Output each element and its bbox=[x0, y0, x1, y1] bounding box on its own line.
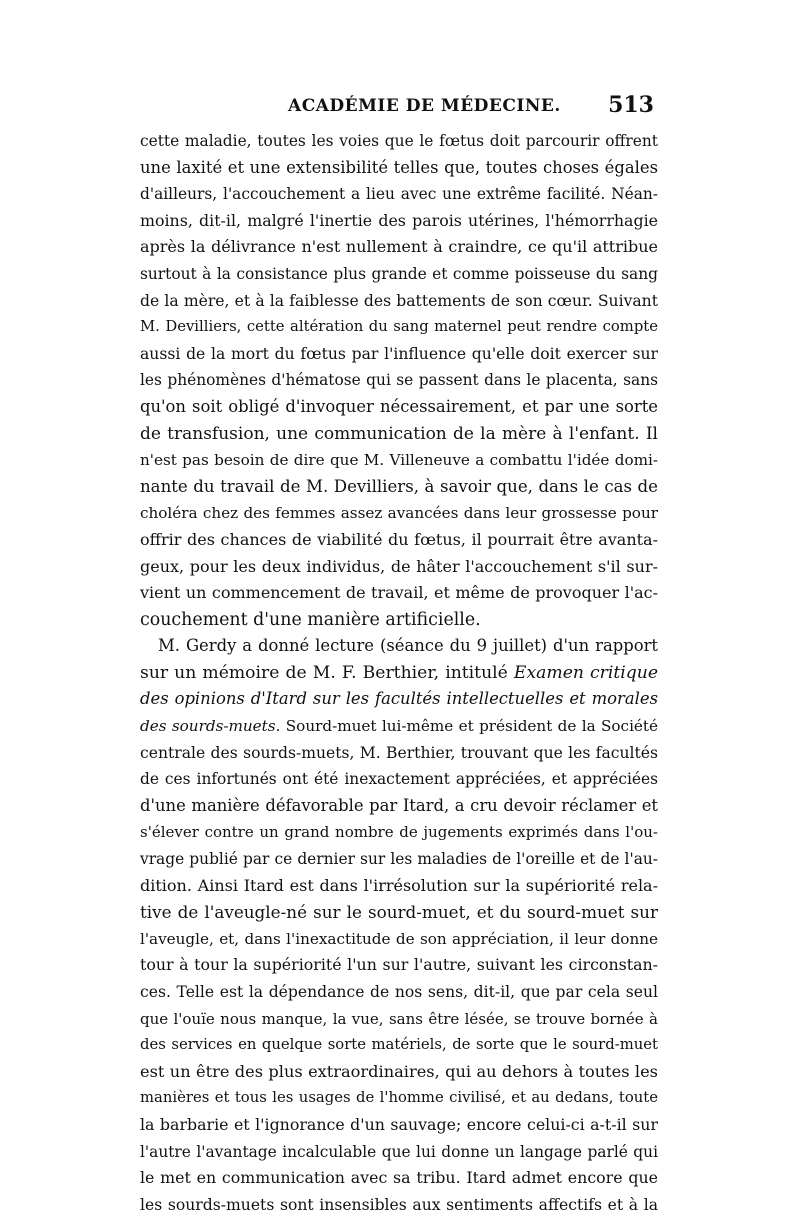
text-line: les sourds-muets sont insensibles aux sentiments affectifs et à la bbox=[140, 1195, 658, 1214]
text-line: de la mère, et à la faiblesse des battements de son cœur. Suivant bbox=[140, 291, 658, 310]
text-line: la barbarie et l'ignorance d'un sauvage; encore celui-ci a-t-il sur bbox=[140, 1114, 658, 1134]
text-line: d'une manière défavorable par Itard, a cru devoir réclamer et bbox=[140, 795, 658, 815]
text-line: M. Gerdy a donné lecture (séance du 9 juillet) d'un rapport bbox=[158, 636, 658, 656]
text-line: des services en quelque sorte matériels, de sorte que le sourd-muet bbox=[140, 1036, 658, 1054]
text-line: le met en communication avec sa tribu. Itard admet encore que bbox=[140, 1168, 658, 1188]
text-line: surtout à la consistance plus grande et comme poisseuse du sang bbox=[140, 264, 658, 283]
text-line: qu'on soit obligé d'invoquer nécessairement, et par une sorte bbox=[140, 396, 658, 416]
page-header bbox=[138, 92, 658, 122]
italic-title-line: des opinions d'Itard sur les facultés intellectuelles et morales bbox=[140, 689, 658, 709]
text-line: couchement d'une manière artificielle. bbox=[140, 609, 481, 630]
text-line: centrale des sourds-muets, M. Berthier, trouvant que les facultés bbox=[140, 743, 658, 762]
text-line: n'est pas besoin de dire que M. Villeneuve a combattu l'idée domi- bbox=[140, 451, 658, 470]
paragraph-1 bbox=[140, 128, 658, 633]
text-line: cette maladie, toutes les voies que le fœtus doit parcourir offrent bbox=[140, 132, 658, 150]
text-line: vient un commencement de travail, et même de provoquer l'ac- bbox=[140, 583, 658, 603]
text-line: tive de l'aveugle-né sur le sourd-muet, et du sourd-muet sur bbox=[140, 902, 658, 923]
text-line-mixed bbox=[140, 713, 658, 740]
text-line: manières et tous les usages de l'homme civilisé, et au dedans, toute bbox=[140, 1089, 658, 1107]
running-head: ACADÉMIE DE MÉDECINE. bbox=[288, 96, 561, 116]
text-line: que l'ouïe nous manque, la vue, sans être lésée, se trouve bornée à bbox=[140, 1009, 658, 1028]
text-line: aussi de la mort du fœtus par l'influence qu'elle doit exercer sur bbox=[140, 344, 658, 363]
text-line: ces. Telle est la dépendance de nos sens, dit-il, que par cela seul bbox=[140, 983, 658, 1001]
text-line: dition. Ainsi Itard est dans l'irrésolution sur la supériorité rela- bbox=[140, 875, 658, 895]
text-line: M. Devilliers, cette altération du sang maternel peut rendre compte bbox=[140, 318, 658, 336]
text-line: geux, pour les deux individus, de hâter l'accouchement s'il sur- bbox=[140, 556, 658, 576]
text-line: de ces infortunés ont été inexactement appréciées, et appréciées bbox=[140, 770, 658, 789]
text-line: s'élever contre un grand nombre de jugements exprimés dans l'ou- bbox=[140, 823, 658, 842]
text-line: choléra chez des femmes assez avancées dans leur grossesse pour bbox=[140, 504, 658, 523]
text-line: tour à tour la supériorité l'un sur l'autre, suivant les circonstan- bbox=[140, 955, 658, 975]
italic-title-run: des sourds-muets. bbox=[140, 717, 281, 736]
page-number: 513 bbox=[608, 92, 654, 118]
text-line: l'autre l'avantage incalculable que lui donne un langage parlé qui bbox=[140, 1142, 658, 1161]
text-line: après la délivrance n'est nullement à craindre, ce qu'il attribue bbox=[140, 237, 658, 257]
text-line: une laxité et une extensibilité telles que, toutes choses égales bbox=[140, 157, 658, 177]
text-line: moins, dit-il, malgré l'inertie des parois utérines, l'hémorrhagie bbox=[140, 210, 658, 230]
text-line: vrage publié par ce dernier sur les maladies de l'oreille et de l'au- bbox=[140, 850, 658, 869]
text-run: sur un mémoire de M. F. Berthier, intitulé bbox=[140, 662, 514, 683]
body-text bbox=[140, 128, 658, 1218]
text-line-mixed bbox=[140, 660, 658, 687]
text-line: de transfusion, une communication de la mère à l'enfant. Il bbox=[140, 423, 658, 444]
text-run: Sourd-muet lui-même et président de la Société bbox=[280, 717, 658, 736]
text-line: l'aveugle, et, dans l'inexactitude de son appréciation, il leur donne bbox=[140, 929, 658, 948]
text-line: d'ailleurs, l'accouchement a lieu avec une extrême facilité. Néan- bbox=[140, 185, 658, 204]
italic-title-run: Examen critique bbox=[513, 662, 658, 683]
text-line: est un être des plus extraordinaires, qui au dehors à toutes les bbox=[140, 1061, 658, 1081]
text-line: les phénomènes d'hématose qui se passent dans le placenta, sans bbox=[140, 371, 658, 390]
text-line: nante du travail de M. Devilliers, à savoir que, dans le cas de bbox=[140, 476, 658, 496]
paragraph-2 bbox=[140, 633, 658, 1218]
text-line: offrir des chances de viabilité du fœtus, il pourrait être avanta- bbox=[140, 529, 658, 549]
